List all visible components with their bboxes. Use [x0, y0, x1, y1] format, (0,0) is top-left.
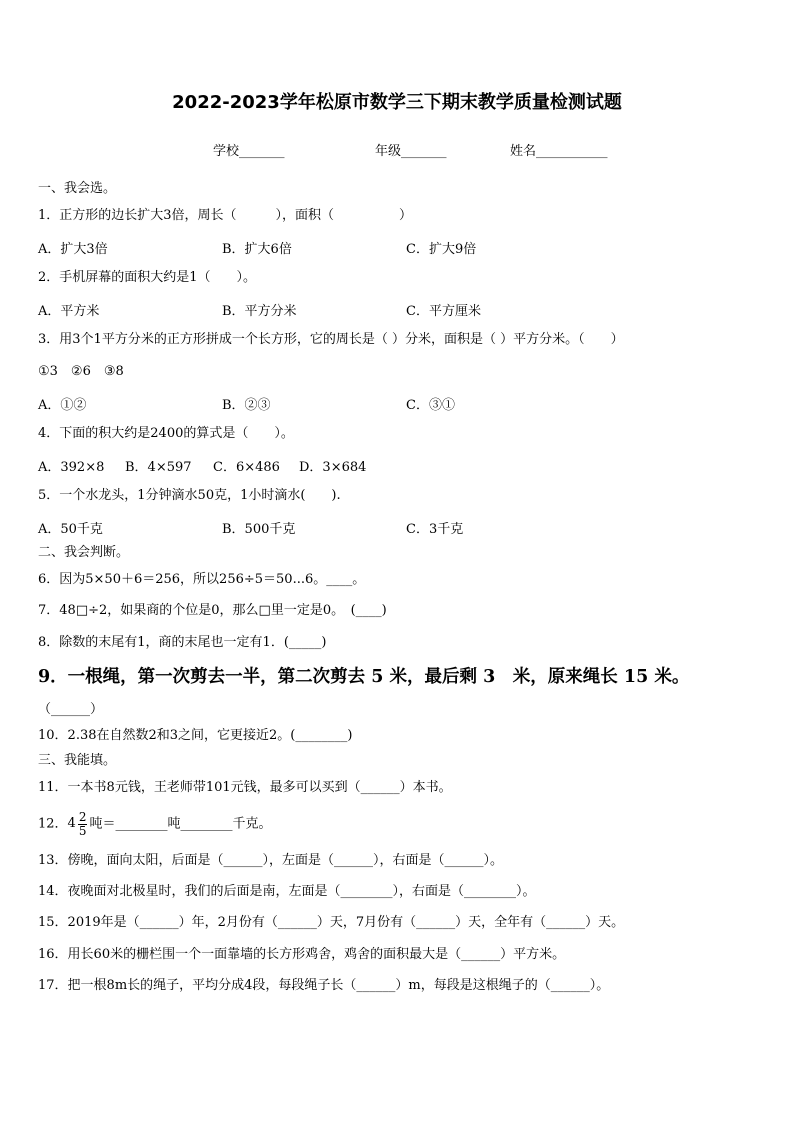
- question-11: 11．一本书8元钱，王老师带101元钱，最多可以买到（______）本书。: [38, 780, 452, 795]
- question-4: 4．下面的积大约是2400的算式是（ ）。: [38, 426, 294, 441]
- q5-option-b[interactable]: B．500千克: [222, 522, 296, 537]
- q12-label: 12．: [38, 816, 68, 832]
- school-field[interactable]: 学校_______: [213, 144, 285, 159]
- q3-option-b[interactable]: B．②③: [222, 398, 271, 413]
- q1-option-c[interactable]: C．扩大9倍: [406, 242, 477, 257]
- question-8: 8．除数的末尾有1，商的末尾也一定有1．(_____): [38, 635, 327, 650]
- q4-option-b[interactable]: B．4×597: [125, 460, 192, 475]
- q3-choices: ①3 ②6 ③8: [38, 364, 124, 379]
- section-heading-fill: 三、我能填。: [38, 753, 117, 768]
- q3-option-a[interactable]: A．①②: [38, 398, 87, 413]
- section-heading-choice: 一、我会选。: [38, 181, 117, 196]
- q12-denominator: 5: [78, 823, 87, 838]
- q2-option-a[interactable]: A．平方米: [38, 304, 100, 319]
- name-field[interactable]: 姓名___________: [510, 144, 608, 159]
- q2-option-b[interactable]: B．平方分米: [222, 304, 297, 319]
- section-heading-judge: 二、我会判断。: [38, 545, 130, 560]
- q4-option-a[interactable]: A．392×8: [38, 460, 105, 475]
- q4-option-d[interactable]: D．3×684: [299, 460, 367, 475]
- q12-mixed-whole: 4: [67, 816, 76, 831]
- question-16: 16．用长60米的栅栏围一个一面靠墙的长方形鸡舍，鸡舍的面积最大是（______）平方米。: [38, 947, 566, 962]
- question-5: 5．一个水龙头，1分钟滴水50克，1小时滴水( ).: [38, 488, 341, 503]
- question-10: 10．2.38在自然数2和3之间，它更接近2。(________): [38, 728, 353, 743]
- question-6: 6．因为5×50＋6＝256，所以256÷5＝50...6。____。: [38, 572, 366, 587]
- question-15: 15．2019年是（______）年，2月份有（______）天，7月份有（______）天，全年有（______）天。: [38, 915, 625, 930]
- q12-rest: 吨＝________吨________千克。: [89, 816, 272, 832]
- question-2: 2．手机屏幕的面积大约是1（ ）。: [38, 270, 257, 285]
- question-9: 9．一根绳，第一次剪去一半，第二次剪去 5 米，最后剩 3 米，原来绳长 15 米。: [38, 667, 690, 687]
- question-9-blank[interactable]: （______）: [38, 702, 104, 717]
- question-12: [38, 806, 271, 843]
- q3-option-c[interactable]: C．③①: [406, 398, 455, 413]
- q12-numerator: 2: [78, 809, 87, 824]
- question-14: 14．夜晚面对北极星时，我们的后面是南，左面是（________），右面是（________）。: [38, 884, 536, 899]
- question-7: 7．48□÷2，如果商的个位是0，那么□里一定是0。 (____): [38, 603, 387, 618]
- question-17: 17．把一根8m长的绳子，平均分成4段，每段绳子长（______）m，每段是这根绳子的（______）。: [38, 978, 610, 993]
- q1-option-a[interactable]: A．扩大3倍: [38, 242, 108, 257]
- page-title: 2022-2023学年松原市数学三下期末教学质量检测试题: [172, 92, 622, 113]
- q12-fraction: [78, 811, 88, 838]
- question-3: 3．用3个1平方分米的正方形拼成一个长方形，它的周长是（ ）分米，面积是（ ）平方分米。（ ）: [38, 332, 624, 347]
- question-1: 1．正方形的边长扩大3倍，周长（ ），面积（ ）: [38, 208, 413, 223]
- q4-option-c[interactable]: C．6×486: [213, 460, 280, 475]
- question-13: 13．傍晚，面向太阳，后面是（______），左面是（______），右面是（______）。: [38, 853, 504, 868]
- q1-option-b[interactable]: B．扩大6倍: [222, 242, 292, 257]
- grade-field[interactable]: 年级_______: [375, 144, 447, 159]
- q5-option-c[interactable]: C．3千克: [406, 522, 464, 537]
- q2-option-c[interactable]: C．平方厘米: [406, 304, 481, 319]
- q5-option-a[interactable]: A．50千克: [38, 522, 103, 537]
